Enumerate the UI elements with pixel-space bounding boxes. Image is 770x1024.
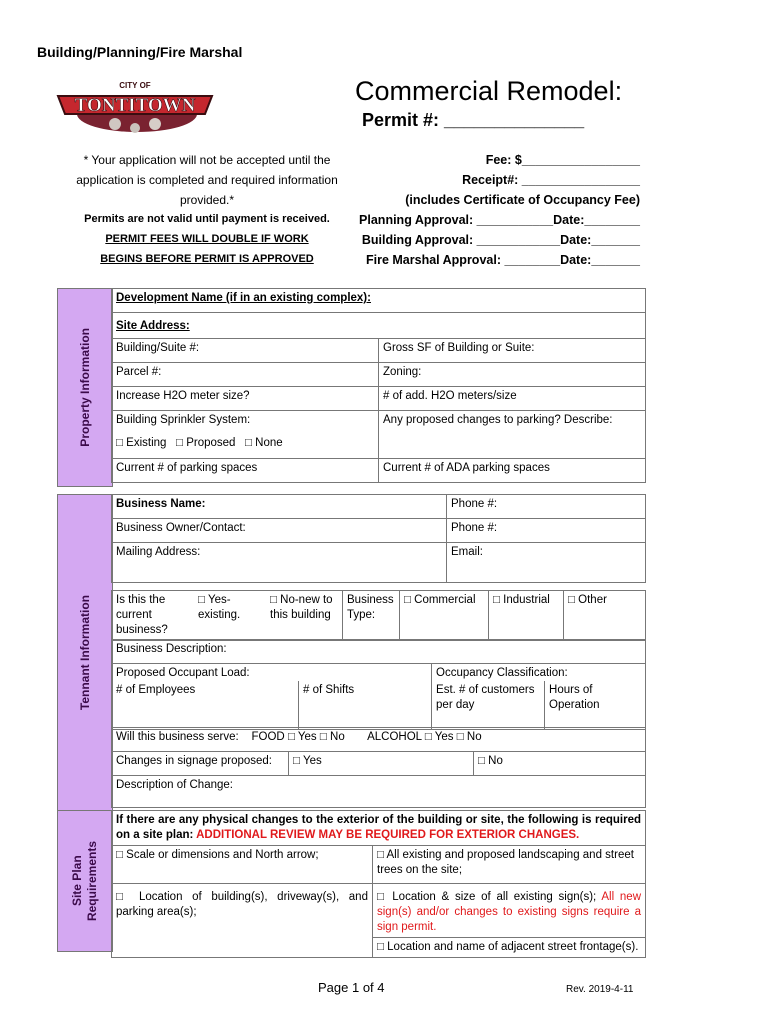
location-label: Location of building(s), driveway(s), and parking area(s);	[116, 891, 368, 918]
commercial-checkbox[interactable]	[404, 594, 411, 606]
parking-spaces-field[interactable]: Current # of parking spaces	[112, 459, 379, 483]
signs-checkbox[interactable]	[377, 891, 387, 903]
receipt-field[interactable]: Receipt#: _________________	[462, 173, 640, 187]
signage-no-checkbox[interactable]	[478, 755, 485, 767]
form-title: Commercial Remodel:	[355, 76, 623, 106]
commercial-option[interactable]	[400, 591, 489, 641]
notice-line-2: application is completed and required information	[76, 173, 338, 187]
industrial-checkbox[interactable]	[493, 594, 500, 606]
notice-double-fees-1: PERMIT FEES WILL DOUBLE IF WORK	[105, 233, 309, 245]
hours-operation-field[interactable]: Hours of Operation	[545, 681, 646, 729]
occupancy-classification-field[interactable]: Occupancy Classification:	[432, 664, 646, 682]
signs-label: Location & size of all existing sign(s);	[392, 891, 602, 903]
property-table	[111, 288, 646, 483]
development-name-field[interactable]: Development Name (if in an existing complex):	[112, 289, 646, 313]
signage-yes-option[interactable]	[289, 752, 474, 776]
food-label: FOOD	[251, 731, 285, 743]
food-no-label: No	[330, 731, 345, 743]
site-plan-section-label	[57, 810, 113, 952]
site-plan-intro	[112, 811, 646, 846]
food-yes-checkbox[interactable]	[288, 731, 295, 743]
additional-review-warning: ADDITIONAL REVIEW MAY BE REQUIRED FOR EXTERIOR CHANGES.	[196, 829, 580, 841]
signage-no-option[interactable]	[474, 752, 646, 776]
proposed-checkbox[interactable]	[176, 437, 183, 449]
fee-field[interactable]: Fee: $_________________	[485, 153, 640, 167]
sign-permit-warning: All new sign(s) and/or changes to existing signs require a sign permit.	[377, 891, 641, 933]
tenant-occupancy-table	[111, 663, 646, 730]
tenant-section-label	[57, 494, 113, 812]
no-new-option[interactable]	[266, 591, 343, 641]
scale-label: Scale or dimensions and North arrow;	[126, 849, 319, 861]
mailing-address-field[interactable]: Mailing Address:	[112, 543, 447, 583]
other-checkbox[interactable]	[568, 594, 575, 606]
gross-sf-field[interactable]: Gross SF of Building or Suite:	[379, 339, 646, 363]
ada-spaces-field[interactable]: Current # of ADA parking spaces	[379, 459, 646, 483]
signage-label: Changes in signage proposed:	[112, 752, 289, 776]
other-option[interactable]	[564, 591, 646, 641]
no-new-checkbox[interactable]	[270, 594, 277, 606]
industrial-option[interactable]	[489, 591, 564, 641]
change-description-field[interactable]: Description of Change:	[112, 776, 646, 808]
shifts-field[interactable]: # of Shifts	[299, 681, 432, 729]
occupant-load-field[interactable]: Proposed Occupant Load:	[112, 664, 432, 682]
none-checkbox[interactable]	[245, 437, 252, 449]
landscaping-checkbox[interactable]	[377, 849, 384, 861]
alcohol-no-checkbox[interactable]	[457, 731, 464, 743]
sprinkler-system-field	[112, 411, 379, 459]
frontage-option[interactable]	[373, 938, 646, 958]
property-section-label	[57, 288, 113, 487]
notice-payment: Permits are not valid until payment is received.	[84, 213, 330, 225]
phone-field-1[interactable]: Phone #:	[447, 495, 646, 519]
site-address-field[interactable]: Site Address:	[112, 313, 646, 339]
tenant-signage-table	[111, 751, 646, 808]
building-suite-field[interactable]: Building/Suite #:	[112, 339, 379, 363]
logo-city-text: CITY OF	[119, 81, 151, 90]
landscaping-label: All existing and proposed landscaping and street trees on the site;	[377, 849, 634, 876]
scale-checkbox[interactable]	[116, 849, 123, 861]
food-yes-label: Yes	[297, 731, 317, 743]
business-name-field[interactable]: Business Name:	[112, 495, 447, 519]
building-approval-field[interactable]: Building Approval: ____________Date:_______	[361, 233, 640, 247]
alcohol-label: ALCOHOL	[367, 731, 422, 743]
yes-existing-checkbox[interactable]	[198, 594, 205, 606]
tenant-section-text: Tennant Information	[78, 595, 92, 711]
fee-includes-note: (includes Certificate of Occupancy Fee)	[405, 193, 640, 207]
customers-per-day-field[interactable]: Est. # of customers per day	[432, 681, 545, 729]
landscaping-option[interactable]	[373, 846, 646, 884]
none-label: None	[255, 437, 283, 449]
tontitown-logo	[55, 74, 215, 136]
other-label: Other	[578, 594, 607, 606]
food-no-checkbox[interactable]	[320, 731, 327, 743]
page-number: Page 1 of 4	[318, 980, 385, 995]
site-plan-intro-text: If there are any physical changes to the exterior of the building or site, the following is required on a site plan:	[116, 814, 641, 841]
business-type-label: Business Type:	[343, 591, 400, 641]
revision-date: Rev. 2019-4-11	[566, 984, 634, 995]
permit-number-label: Permit #: ______________	[362, 110, 585, 130]
signs-option[interactable]	[373, 884, 646, 938]
tenant-table-top	[111, 494, 646, 583]
site-plan-label-1: Site Plan	[70, 855, 84, 907]
tenant-description-table	[111, 639, 646, 664]
scale-option[interactable]	[112, 846, 373, 884]
serve-row	[112, 728, 646, 752]
add-h2o-meters-field[interactable]: # of add. H2O meters/size	[379, 387, 646, 411]
existing-label: Existing	[126, 437, 167, 449]
email-field[interactable]: Email:	[447, 543, 646, 583]
property-section-text: Property Information	[78, 328, 92, 447]
business-description-field[interactable]: Business Description:	[112, 640, 646, 664]
h2o-meter-field[interactable]: Increase H2O meter size?	[112, 387, 379, 411]
location-checkbox[interactable]	[116, 891, 129, 903]
site-plan-table	[111, 810, 646, 958]
planning-approval-field[interactable]: Planning Approval: ___________Date:________	[359, 213, 640, 227]
parking-changes-field[interactable]: Any proposed changes to parking? Describe:	[379, 411, 646, 459]
existing-checkbox[interactable]	[116, 437, 123, 449]
frontage-checkbox[interactable]	[377, 941, 384, 953]
site-plan-section-text	[70, 841, 100, 921]
tenant-business-table	[111, 590, 646, 641]
frontage-label: Location and name of adjacent street frontage(s).	[387, 941, 639, 953]
alcohol-yes-label: Yes	[434, 731, 454, 743]
yes-existing-label: Yes- existing.	[198, 594, 241, 621]
no-new-label: No-new to this building	[270, 594, 333, 621]
parcel-field[interactable]: Parcel #:	[112, 363, 379, 387]
notice-double-fees-2: BEGINS BEFORE PERMIT IS APPROVED	[100, 253, 314, 265]
notice-line-1: * Your application will not be accepted until the	[83, 153, 331, 167]
commercial-label: Commercial	[414, 594, 476, 606]
phone-field-2[interactable]: Phone #:	[447, 519, 646, 543]
signage-yes-checkbox[interactable]	[293, 755, 300, 767]
logo-text: TONTITOWN	[74, 95, 196, 116]
current-business-question: Is this the current business?	[112, 591, 195, 641]
notice-line-3: provided.*	[179, 193, 235, 207]
fire-marshal-approval-field[interactable]: Fire Marshal Approval: ________Date:_______	[366, 253, 640, 267]
industrial-label: Industrial	[503, 594, 550, 606]
zoning-field[interactable]: Zoning:	[379, 363, 646, 387]
site-plan-label-2: Requirements	[85, 840, 99, 922]
alcohol-yes-checkbox[interactable]	[425, 731, 432, 743]
department-heading: Building/Planning/Fire Marshal	[37, 44, 243, 60]
yes-existing-option[interactable]	[194, 591, 266, 641]
signage-no-label: No	[488, 755, 503, 767]
tenant-serve-table	[111, 727, 646, 752]
sprinkler-label: Building Sprinkler System:	[116, 414, 251, 426]
employees-field[interactable]: # of Employees	[112, 681, 299, 729]
signage-yes-label: Yes	[302, 755, 322, 767]
proposed-label: Proposed	[186, 437, 236, 449]
location-option[interactable]	[112, 884, 373, 958]
serve-label: Will this business serve:	[116, 731, 239, 743]
alcohol-no-label: No	[466, 731, 482, 743]
business-owner-field[interactable]: Business Owner/Contact:	[112, 519, 447, 543]
